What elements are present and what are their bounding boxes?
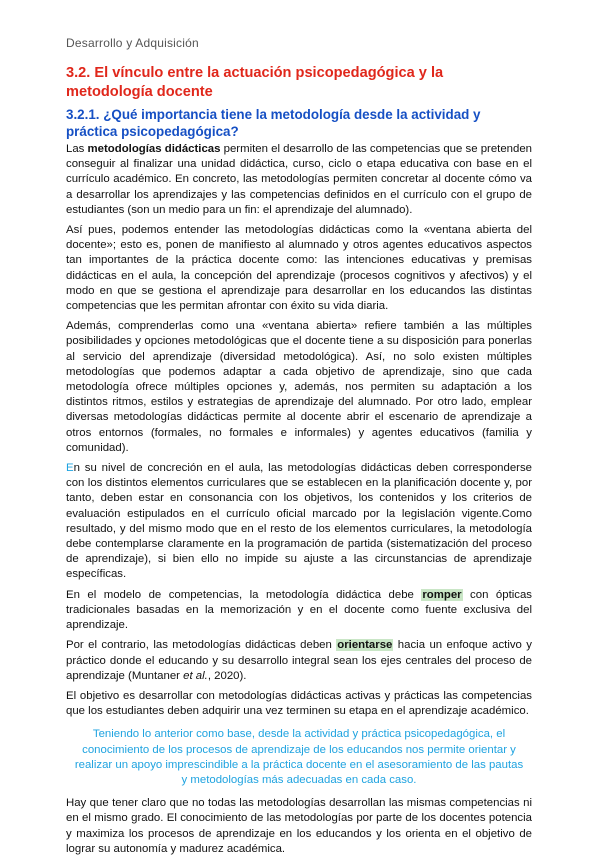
section-title: 3.2. El vínculo entre la actuación psicopedagógica y la metodología docente — [66, 65, 444, 100]
paragraph-2: Así pues, podemos entender las metodologías didácticas como la «ventana abierta del docente»; esto es, ponen de manifiesto al alumnado y otros agentes educativos aspectos tan importantes de la práctica docente como: las intenciones educativas y premisas didácticas en el aula, la concepción del aprendizaje (procesos cognitivos y afectivos) y el modo en que se gestiona el aprendizaje para desarrollar en los educandos las distintas competencias que les permitan afrontar con éxito su vida diaria. — [66, 224, 532, 313]
paragraph-6-post: , 2020). — [207, 669, 247, 682]
paragraph-5-post: con ópticas tradicionales basadas en la memorización y en el docente como fuente exclusiva del aprendizaje. — [66, 588, 532, 632]
highlight-romper: romper — [422, 588, 462, 601]
paragraph-1-bold-term: metodologías didácticas — [87, 143, 221, 155]
subsection-title: 3.2.1. ¿Qué importancia tiene la metodología desde la actividad y práctica psicopedagógica? — [66, 107, 481, 139]
highlight-orientarse: orientarse — [337, 639, 393, 652]
callout-quote: Teniendo lo anterior como base, desde la actividad y práctica psicopedagógica, el conocimiento de los procesos de aprendizaje de los educandos nos permite orientar y realizar un apoyo imprescindible a la práctica docente en el asesoramiento de las pautas y metodologías más adecuadas en cada caso. — [74, 728, 524, 786]
paragraph-4-initial: E — [66, 462, 74, 475]
paragraph-6-mid: hacia un enfoque activo y práctico donde el educando y su desarrollo integral sean los ejes centrales del proceso de aprendizaje (Muntaner — [66, 639, 532, 682]
citation-et-al: et al. — [183, 669, 208, 682]
paragraph-7: El objetivo es desarrollar con metodologías didácticas activas y prácticas las competencias que los estudiantes deben adquirir una vez terminen su etapa en el aprendizaje académico. — [66, 689, 532, 718]
paragraph-6 — [66, 638, 532, 684]
paragraph-5-pre: En el modelo de competencias, la metodología didáctica debe — [66, 588, 422, 601]
paragraph-6-pre: Por el contrario, las metodologías didácticas deben — [66, 639, 337, 652]
running-header: Desarrollo y Adquisición — [66, 36, 199, 50]
paragraph-3: Además, comprenderlas como una «ventana abierta» refiere también a las múltiples posibilidades y opciones metodológicas que el docente tiene a su disposición para ponerlas al servicio del aprendizaje (diversidad metodológica). Así, no solo existen múltiples metodologías que podemos adaptar a cada objetivo de aprendizaje, sino que cada metodología ofrece múltiples opciones y, además, nos permiten su adaptación a los distintos ritmos, estilos y estrategias de aprendizaje del alumnado. Por otro lado, emplear diversas metodologías didácticas permite al docente abrir el escenario de aprendizaje a otros entornos (formales, no formales e informales) y agentes educativos (familia y comunidad). — [66, 320, 532, 454]
page-content — [66, 64, 532, 862]
paragraph-8: Hay que tener claro que no todas las metodologías desarrollan las mismas competencias ni en el mismo grado. El conocimiento de las metodologías por parte de los docentes potencia y maximiza los procesos de aprendizaje en los educandos y los orienta en el objetivo de lograr su autonomía y madurez académica. — [66, 797, 532, 855]
paragraph-1-post: permiten el desarrollo de las competencias que se pretenden conseguir al finalizar una unidad didáctica, curso, ciclo o etapa educativa con base en el currículo académico. En concreto, las metodologías permiten concretar al docente cómo va a desarrollar los aprendizajes y las competencias definidos en el currículo con el grupo de estudiantes (son un medio para un fin: el aprendizaje del alumnado). — [66, 143, 532, 216]
paragraph-4 — [66, 461, 532, 583]
paragraph-5 — [66, 588, 532, 634]
paragraph-4-rest: n su nivel de concreción en el aula, las metodologías didácticas deben corresponderse con los distintos elementos curriculares que se establecen en la planificación docente y, por tanto, deben estar en consonancia con los objetivos, los contenidos y los criterios de evaluación estipulados en el currículo oficial marcado por la legislación vigente.Como resultado, y del mismo modo que en el resto de los elementos curriculares, la metodología debe contemplarse claramente en la programación de partida (sistematización del proceso de aprendizaje), si bien ello no impide su ajuste a las circunstancias de aprendizaje específicas. — [66, 462, 532, 581]
paragraph-1-pre: Las — [66, 143, 88, 155]
paragraph-1 — [66, 142, 532, 218]
